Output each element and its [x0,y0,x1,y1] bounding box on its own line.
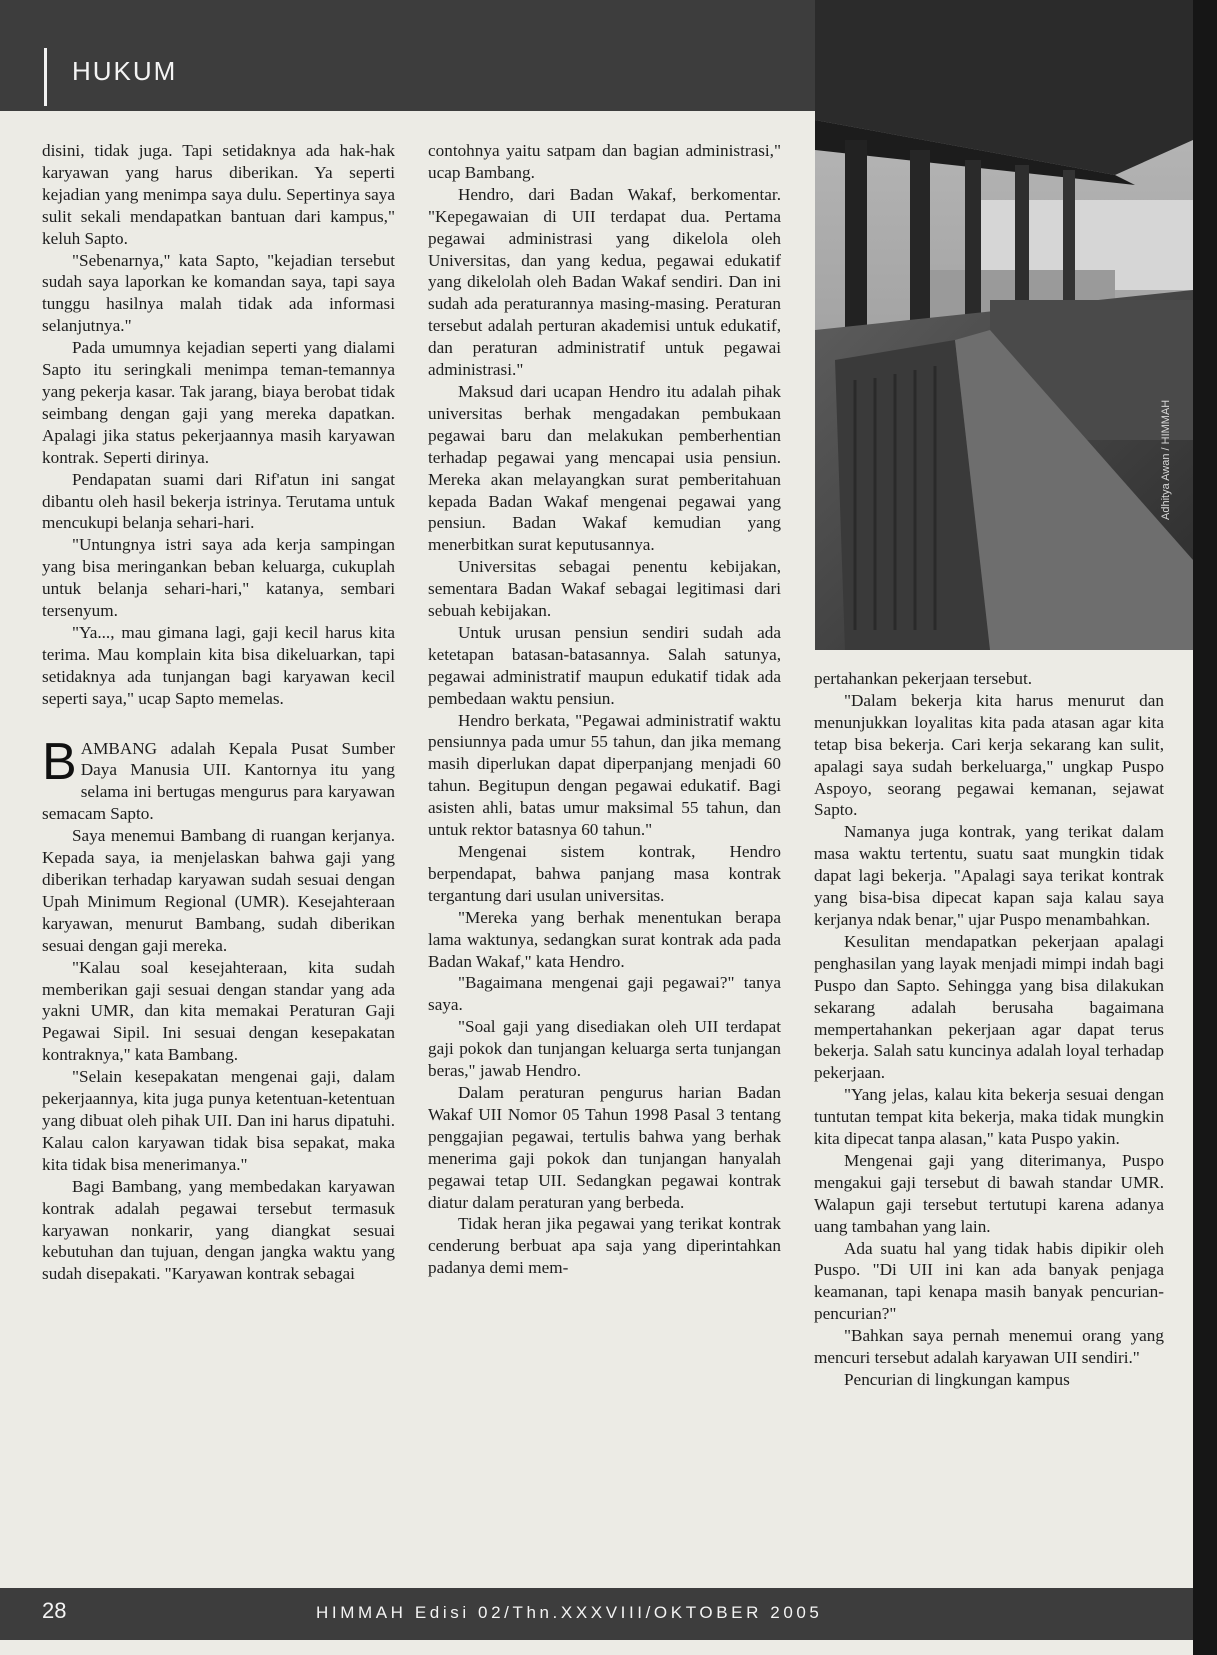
page-number: 28 [42,1598,67,1623]
paragraph: Universitas sebagai penentu kebijakan, sementara Badan Wakaf sebagai legitimasi dari sebuah kebijakan. [428,557,781,621]
paragraph: Kesulitan mendapatkan pekerjaan apalagi penghasilan yang layak menjadi mimpi indah bagi Puspo dan Sapto. Sehingga yang bisa dilakukan sekarang adalah berusaha bagaimana mempertahankan pekerjaan agar dapat terus bekerja. Salah satu kuncinya adalah loyal terhadap pekerjaan. [814,931,1164,1083]
section-label: HUKUM [72,56,178,86]
article-photo [815,0,1193,650]
paragraph: "Untungnya istri saya ada kerja sampingan yang bisa meringankan beban keluarga, cukuplah untuk belanja sehari-hari," katanya, sembari tersenyum. [42,535,395,621]
paragraph: Mengenai sistem kontrak, Hendro berpendapat, bahwa panjang masa kontrak tergantung dari usulan universitas. [428,842,781,905]
paragraph: Mengenai gaji yang diterimanya, Puspo mengakui gaji tersebut di bawah standar UMR. Walapun gaji tersebut tertutupi karena adanya uang tambahan yang lain. [814,1150,1164,1236]
paragraph: "Bahkan saya pernah menemui orang yang mencuri tersebut adalah karyawan UII sendiri." [814,1326,1164,1368]
publication-info: HIMMAH Edisi 02/Thn.XXXVIII/OKTOBER 2005 [316,1603,823,1622]
paragraph: contohnya yaitu satpam dan bagian administrasi," ucap Bambang. [428,141,781,182]
paragraph: Pendapatan suami dari Rif'atun ini sangat dibantu oleh hasil bekerja istrinya. Terutama untuk mencukupi belanja sehari-hari. [42,469,395,533]
paragraph: pertahankan pekerjaan tersebut. [814,669,1033,688]
column-2 [428,140,781,1279]
paragraph: Hendro berkata, "Pegawai administratif waktu pensiunnya pada umur 55 tahun, dan jika memang masih diperlukan dapat diperpanjang menjadi 60 tahun. Begitupun dengan pegawai edukatif. Bagi asisten ahli, batas umur maksimal 55 tahun, dan untuk rektor batasnya 60 tahun." [428,710,781,840]
paragraph: Bagi Bambang, yang membedakan karyawan kontrak adalah pegawai tersebut termasuk karyawan nonkarir, yang diangkat sesuai kebutuhan dan tujuan, dengan jangka waktu yang sudah disepakati. "Karyawan kontrak sebagai [42,1176,395,1284]
column-3 [814,668,1164,1391]
paragraph: Ada suatu hal yang tidak habis dipikir oleh Puspo. "Di UII ini kan ada banyak penjaga keamanan, tapi kenapa masih banyak pencurian-pencurian?" [814,1238,1164,1324]
paragraph: Namanya juga kontrak, yang terikat dalam masa waktu tertentu, suatu saat mungkin tidak dapat lagi bekerja. "Apalagi saya terikat kontrak yang bisa-bisa dipecat kapan saja kalau saya kerjanya ndak benar," ujar Puspo menambahkan. [814,822,1164,929]
paragraph: "Sebenarnya," kata Sapto, "kejadian tersebut sudah saya laporkan ke komandan saya, tapi saya tunggu hasilnya malah tidak ada informasi selanjutnya." [42,250,395,336]
dropcap-paragraph [42,732,395,826]
section-gap [42,710,395,738]
paragraph: disini, tidak juga. Tapi setidaknya ada hak-hak karyawan yang harus diberikan. Ya seperti kejadian yang menimpa saya dulu. Sepertinya saya sulit sekali mendapatkan bantuan dari kampus," keluh Sapto. [42,141,395,248]
paragraph: "Dalam bekerja kita harus menurut dan menunjukkan loyalitas kita pada atasan agar kita tetap bisa bekerja. Cari kerja sekarang kan sulit, apalagi saya sudah berkeluarga," ungkap Puspo Aspoyo, seorang pegawai kemanan, sejawat Sapto. [814,690,1164,820]
paragraph: Untuk urusan pensiun sendiri sudah ada ketetapan batasan-batasannya. Salah satunya, pegawai administratif maupun edukatif tidak ada pembedaan waktu pensiun. [428,622,781,708]
paragraph: "Bagaimana mengenai gaji pegawai?" tanya saya. [428,973,781,1015]
paragraph: "Selain kesepakatan mengenai gaji, dalam pekerjaannya, kita juga punya ketentuan-ketentuan yang dibuat oleh pihak UII. Dan ini harus dipatuhi. Kalau calon karyawan tidak bisa sepakat, maka kita tidak bisa menerimanya." [42,1067,395,1174]
page-edge-shadow [1193,0,1217,1655]
drop-cap: B [42,732,77,791]
photo-image-icon [815,0,1193,650]
paragraph: "Soal gaji yang disediakan oleh UII terdapat gaji pokok dan tunjangan keluarga serta tunjangan beras," jawab Hendro. [428,1017,781,1081]
paragraph: Hendro, dari Badan Wakaf, berkomentar. "Kepegawaian di UII terdapat dua. Pertama pegawai administrasi yang dikelola oleh Universitas, dan yang kedua, pegawai edukatif yang dikelolah oleh Badan Wakaf sendiri. Dan ini sudah ada peraturannya masing-masing. Peraturan tersebut adalah perturan akademisi untuk edukatif, dan peraturan administratif untuk pegawai administrasi." [428,184,781,380]
paragraph: Tidak heran jika pegawai yang terikat kontrak cenderung berbuat apa saja yang diperintahkan padanya demi mem- [428,1214,781,1278]
paragraph: "Yang jelas, kalau kita bekerja sesuai dengan tuntutan tempat kita bekerja, maka tidak mungkin kita dipecat tanpa alasan," kata Puspo yakin. [814,1085,1164,1149]
paragraph-text: AMBANG adalah Kepala Pusat Sumber Daya Manusia UII. Kantornya itu yang selama ini bertugas mengurus para karyawan semacam Sapto. [42,738,395,824]
paragraph: Dalam peraturan pengurus harian Badan Wakaf UII Nomor 05 Tahun 1998 Pasal 3 tentang penggajian pegawai, tertulis bahwa yang berhak menerima gaji pokok dan tunjangan hanyalah pegawai tetap UII. Sedangkan pegawai kontrak diatur dalam peraturan yang berbeda. [428,1082,781,1212]
paragraph: Maksud dari ucapan Hendro itu adalah pihak universitas berhak mengadakan pembukaan pegawai baru dan melakukan pemberhentian terhadap pegawai yang mencapai usia pensiun. Mereka akan melayangkan surat pemberitahuan kepada Badan Wakaf mengenai pegawai yang pensiun. Badan Wakaf kemudian yang menerbitkan surat keputusannya. [428,381,781,555]
photo-credit: Adhitya Awan / HIMMAH [1160,399,1172,520]
column-1 [42,140,395,1285]
paragraph: Pada umumnya kejadian seperti yang dialami Sapto itu seringkali menimpa teman-temannya yang pekerja kasar. Tak jarang, biaya berobat tidak seimbang dengan gaji yang mereka dapatkan. Apalagi jika status pekerjaannya masih karyawan kontrak. Seperti dirinya. [42,338,395,467]
paragraph: "Ya..., mau gimana lagi, gaji kecil harus kita terima. Mau komplain kita bisa dikeluarkan, tapi setidaknya ada tunjangan bagi karyawan kecil seperti saya," ucap Sapto memelas. [42,622,395,708]
paragraph: "Mereka yang berhak menentukan berapa lama waktunya, sedangkan surat kontrak ada pada Badan Wakaf," kata Hendro. [428,907,781,971]
paragraph: Pencurian di lingkungan kampus [844,1370,1070,1389]
header-divider [44,48,47,106]
paragraph: Saya menemui Bambang di ruangan kerjanya. Kepada saya, ia menjelaskan bahwa gaji yang diberikan terhadap karyawan sudah sesuai dengan Upah Minimum Regional (UMR). Kesejahteraan karyawan, menurut Bambang, sudah diberikan sesuai dengan gaji mereka. [42,826,395,955]
paragraph: "Kalau soal kesejahteraan, kita sudah memberikan gaji sesuai dengan standar yang ada yakni UMR, dan kita memakai Peraturan Gaji Pegawai Sipil. Ini sesuai dengan kesepakatan kontraknya," kata Bambang. [42,957,395,1065]
